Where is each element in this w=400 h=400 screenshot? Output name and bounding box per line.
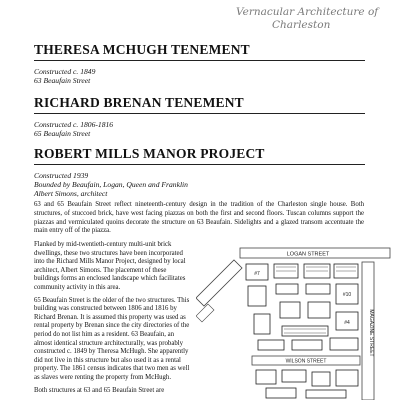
architect: Albert Simons, architect — [34, 189, 108, 199]
section-meta — [34, 67, 364, 85]
body-paragraph: Flanked by mid-twentieth-century multi-unit brick dwellings, these two structures have been incorporated into the Richard Mills Manor Project, designed by local architect, Albert Simons. The placement of these buildings forms an enclosed landscape which facilitates community activity in this area. — [34, 241, 186, 291]
title-rule — [34, 113, 365, 114]
handwritten-line-1: Vernacular Architecture of — [236, 6, 379, 18]
section-title: ROBERT MILLS MANOR PROJECT — [34, 146, 265, 161]
section-mchugh-tenement — [34, 42, 364, 85]
handwritten-line-2: Charleston — [272, 19, 331, 31]
intro-paragraph — [34, 201, 364, 236]
diagonal-street — [196, 260, 242, 306]
wilson-street-label: WILSON STREET — [285, 358, 327, 365]
street-block-edge — [196, 304, 214, 322]
intro-text: 63 and 65 Beaufain Street reflect nineteenth-century design in the tradition of the Charleston single house. Both structures, of stuccoed brick, have west facing piazzas on both the first and second floors. Tuscan columns support the piazzas and vermiculated quoins decorate the structure on 63 Beaufain. Sidelights and a glazed transom accentuate the main entry off of the piazza. — [34, 201, 364, 235]
handwritten-annotation — [236, 6, 396, 32]
street-address: 63 Beaufain Street — [34, 76, 91, 86]
street-address: 65 Beaufain Street — [34, 129, 91, 139]
body-column — [34, 241, 192, 399]
construction-date: Constructed c. 1849 — [34, 67, 96, 76]
section-title: THERESA MCHUGH TENEMENT — [34, 42, 250, 57]
title-rule — [34, 60, 365, 61]
bounding-streets: Bounded by Beaufain, Logan, Queen and Franklin — [34, 180, 188, 190]
body-paragraph: Both structures at 63 and 65 Beaufain Street are — [34, 386, 165, 394]
section-brenan-tenement — [34, 95, 364, 138]
construction-date: Constructed 1939 — [34, 171, 89, 180]
unit-label: #10 — [342, 292, 352, 298]
building-blocks-north — [246, 264, 358, 350]
logan-street-label: LOGAN STREET — [286, 251, 330, 258]
section-title: RICHARD BRENAN TENEMENT — [34, 95, 244, 110]
section-meta — [34, 171, 364, 199]
magazine-street-label: MAGAZINE STREET — [368, 309, 374, 357]
unit-label: #7 — [254, 271, 260, 277]
site-plan-map — [196, 238, 400, 400]
construction-date: Constructed c. 1806-1816 — [34, 120, 114, 129]
unit-label: #4 — [344, 320, 350, 326]
body-paragraph: 65 Beaufain Street is the older of the two structures. This building was constructed between 1806 and 1816 by Richard Brenan. It is assumed this property was used as rental property by Brenan since the city directories of the period do not list him as a resident. 63 Beaufain, an almost identical structure architecturally, was probably constructed c. 1849 by Theresa McHugh. She apparently did not live in this structure but also used it as a rental property. The 1861 census indicates that two men as well as slaves were renting the property from McHugh. — [34, 296, 190, 381]
section-mills-manor — [34, 146, 364, 199]
section-meta — [34, 120, 364, 138]
title-rule — [34, 164, 365, 165]
building-blocks-south — [256, 370, 358, 398]
